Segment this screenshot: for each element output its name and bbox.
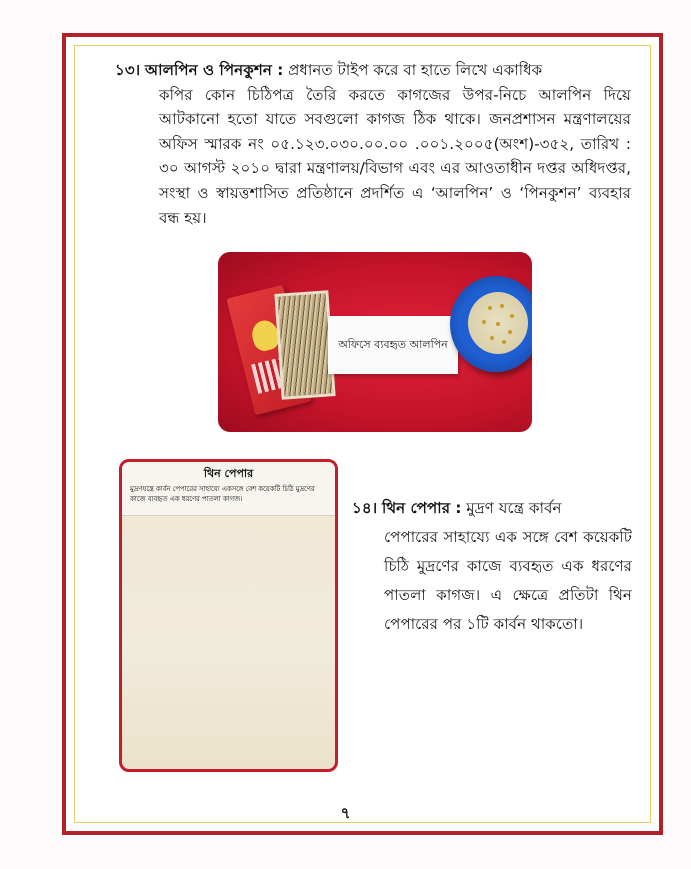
photo-label-card: অফিসে ব্যবহৃত আলপিন: [328, 316, 458, 374]
section-13-first-line: [115, 58, 631, 83]
thin-paper-label-card: [122, 462, 335, 516]
section-13: [115, 58, 631, 230]
pincushion-image: [450, 276, 532, 372]
thin-paper-label-description: মুদ্রণযন্ত্রে কার্বন পেপারের সাহায্যে একসঙ্গে বেশ কয়েকটি চিঠি মুদ্রণের কাজে ব্যবহৃত এক ধরণের পাতলা কাগজ।: [130, 485, 315, 503]
section-13-body: কপির কোন চিঠিপত্র তৈরি করতে কাগজের উপর-নিচে আলপিন দিয়ে আটকানো হতো যাতে সবগুলো কাগজ ঠিক থাকে। জনপ্রশাসন মন্ত্রণালয়ের অফিস স্মারক নং ০৫.১২৩.০৩০.০০.০০ .০০১.২০০৫(অংশ)-৩৫২, তারিখ : ৩০ আগস্ট ২০১০ দ্বারা মন্ত্রণালয়/বিভাগ এবং এর আওতাধীন দপ্তর অধিদপ্তর, সংস্থা ও স্বায়ত্তশাসিত প্রতিষ্ঠানে প্রদর্শিত এ ‘আলপিন’ ও ‘পিনকুশন’ ব্যবহার বন্ধ হয়।: [159, 85, 631, 227]
pincushion-pad: [468, 292, 528, 354]
page-number: ৭: [340, 804, 351, 822]
section-14-heading: থিন পেপার :: [381, 499, 462, 517]
section-13-body-first: প্রধানত টাইপ করে বা হাতে লিখে একাধিক: [288, 61, 543, 79]
thin-paper-label-title: থিন পেপার: [203, 467, 254, 480]
section-13-number: ১৩।: [115, 61, 141, 79]
photo-office-pins: [218, 252, 532, 432]
section-14-number: ১৪।: [352, 499, 378, 517]
section-14: [352, 494, 632, 639]
section-14-first-line: [352, 499, 562, 517]
section-14-body-first: মুদ্রণ যন্ত্রে কার্বন: [466, 499, 562, 517]
photo-thin-paper: [119, 459, 338, 772]
section-13-heading: আলপিন ও পিনকুশন :: [145, 61, 284, 79]
section-14-body: পেপারের সাহায্যে এক সঙ্গে বেশ কয়েকটি চিঠি মুদ্রণের কাজে ব্যবহৃত এক ধরণের পাতলা কাগজ। এ ক্ষেত্রে প্রতিটা থিন পেপারের পর ১টি কার্বন থাকতো।: [384, 528, 632, 633]
pin-tray-image: [274, 290, 335, 400]
